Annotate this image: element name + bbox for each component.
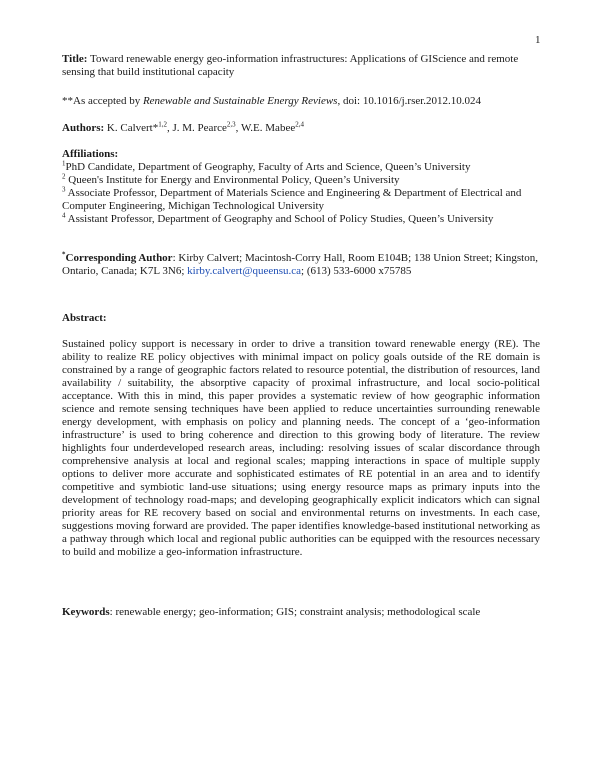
journal-name: Renewable and Sustainable Energy Reviews [142,95,338,107]
paper-title [62,53,540,79]
author-3-name: W.E. Mabee [240,122,296,134]
author-1-sup: 1,2 [158,120,167,129]
affiliation-1-num: 1 [62,159,66,168]
affiliation-2-text: Queen's Institute for Energy and Environmental Policy, Queen’s University [68,174,400,186]
affiliation-4-num: 4 [62,211,66,220]
corresponding-label: Corresponding Author [65,252,173,264]
authors-line [62,122,540,135]
keywords-text: : renewable energy; geo-information; GIS; constraint analysis; methodological scale [109,606,481,618]
corresponding-phone: ; (613) 533-6000 x75785 [301,265,412,277]
title-label: Title: [62,53,88,65]
abstract-body: Sustained policy support is necessary in order to drive a transition toward renewable energy (RE). The ability to realize RE policy objectives with minimal impact on policy goals outside of the RE domain is constrained by a range of geographic factors related to resource potential, the distribution of resources, land availability / suitability, the absorptive capacity of proximal infrastructure, and local socio-political acceptance. With this in mind, this paper provides a systematic review of how geographic information science and remote sensing techniques have been applied to reduce uncertainties surrounding renewable energy development, with emphasis on policy and planning needs. The concept of a ‘geo-information infrastructure’ is used to bring coherence and direction to this growing body of literature. The review highlights four underdeveloped research areas, including: resolving issues of scalar discordance through comprehensive analysis at local and regional scales; mapping interactions in space of multiple supply options to deliver more accurate and sophisticated estimates of RE potential in an area and to identify competitive and symbiotic land-use situations; using energy resource maps as primary inputs into the development of technology road-maps; and developing geographically explicit indicators which can signal priority areas for RE recovery based on social and environmental returns on investments. In each case, suggestions moving forward are provided. The paper identifies knowledge-based institutional networking as a pathway through which local and regional public authorities can be equipped with the resources necessary to build and mobilize a geo-information infrastructure. [62,338,540,558]
email-link[interactable]: kirby.calvert@queensu.ca [187,265,302,277]
acceptance-note [62,95,540,108]
affiliation-item [62,187,540,213]
affiliation-item [62,174,540,187]
doi-text: , doi: 10.1016/j.rser.2012.10.024 [337,95,482,107]
author-2-sep: , [235,122,241,134]
affiliations-heading: Affiliations: [62,148,119,160]
author-2-sup: 2,3 [226,120,236,129]
affiliation-item [62,213,540,226]
author-2-name: J. M. Pearce [172,122,227,134]
accepted-prefix: **As accepted by [62,95,143,107]
corresponding-star: * [62,250,66,259]
corresponding-author [62,252,540,278]
affiliation-item [62,161,540,174]
corresponding-address: : Kirby Calvert; Macintosh-Corry Hall, Room E104B; 138 Union Street; Kingston, Ontario, Canada; K7L 3N6; [62,252,538,277]
affiliation-2-num: 2 [62,172,66,181]
authors-label: Authors: [62,122,105,134]
keywords-line [62,606,540,619]
keywords-label: Keywords [62,606,110,618]
affiliation-4-text: Assistant Professor, Department of Geography and School of Policy Studies, Queen’s University [67,213,494,225]
author-3-sup: 2,4 [295,120,304,129]
page-number: 1 [535,34,541,46]
author-1-sep: , [167,122,173,134]
affiliations-section [62,148,540,226]
affiliation-1-text: PhD Candidate, Department of Geography, Faculty of Arts and Science, Queen’s University [65,161,471,173]
affiliation-3-text: Associate Professor, Department of Materials Science and Engineering & Department of Electrical and Computer Engineering, Michigan Technological University [62,187,522,212]
author-1-name: K. Calvert* [106,122,159,134]
abstract-heading: Abstract: [62,312,107,324]
affiliation-3-num: 3 [62,185,66,194]
title-text: Toward renewable energy geo-information infrastructures: Applications of GIScience and remote sensing that build institutional capacity [62,53,519,78]
